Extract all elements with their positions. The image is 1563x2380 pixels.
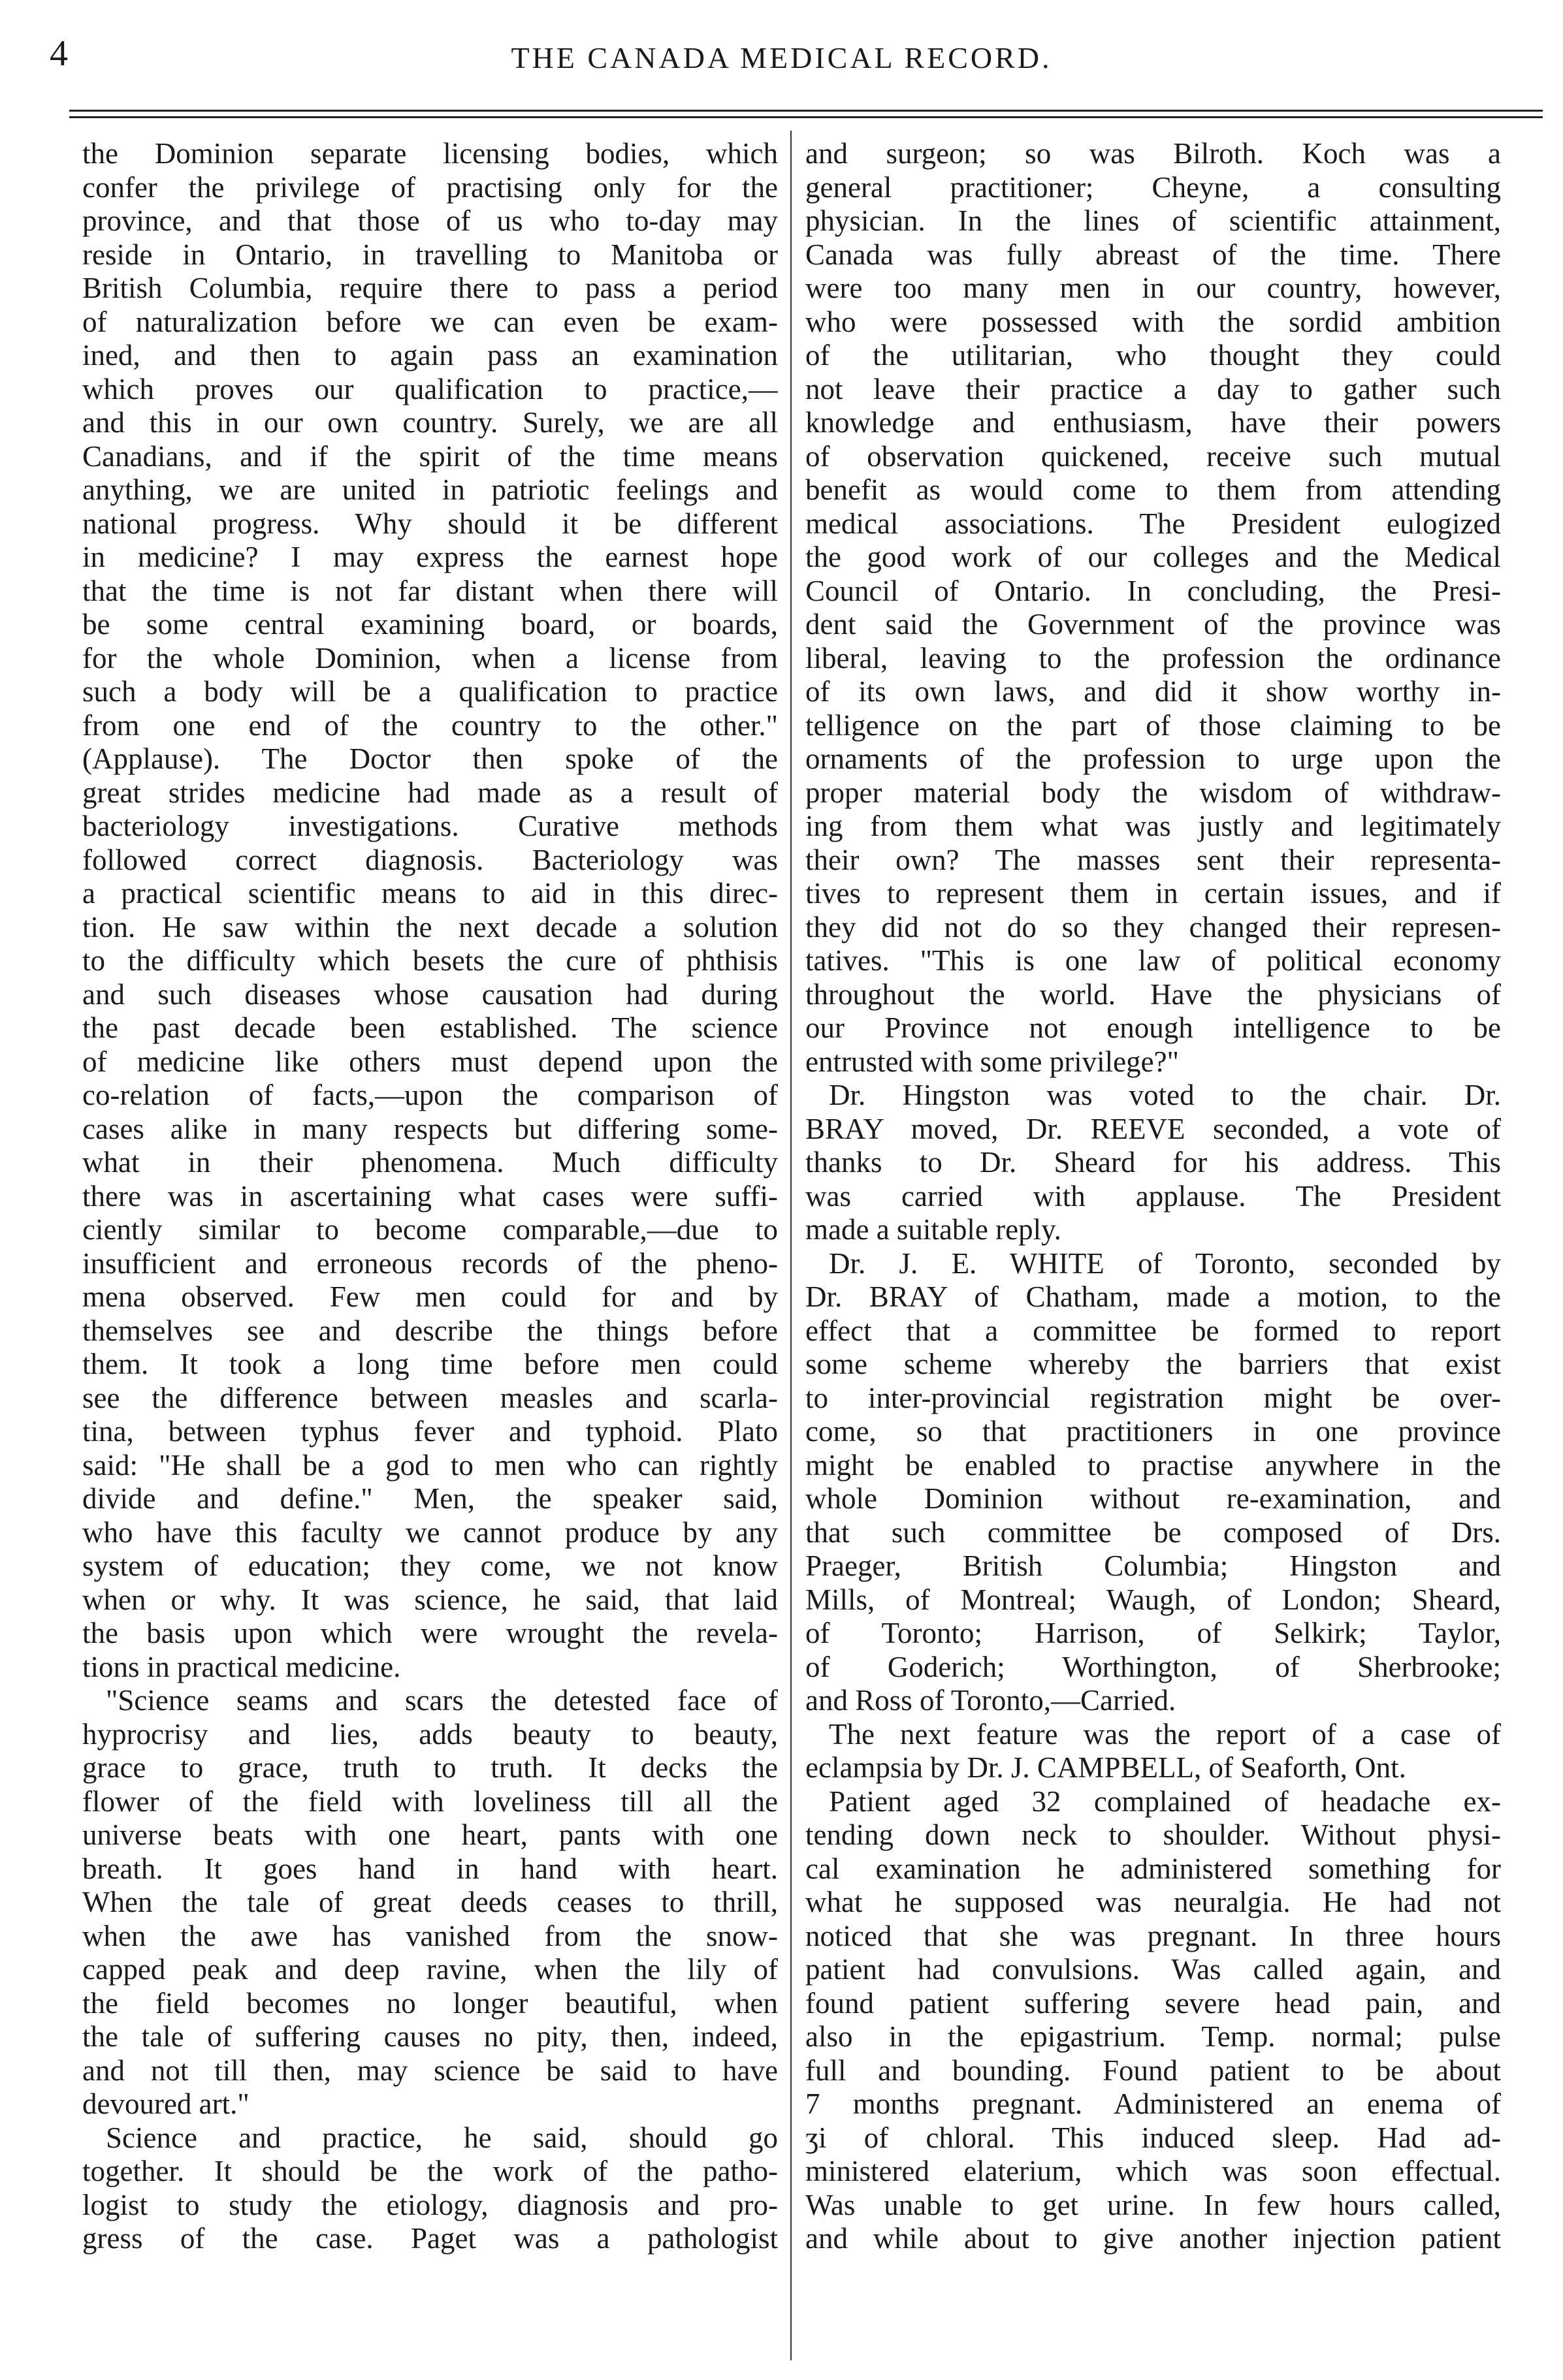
text-line: of medicine like others must depend upon the (82, 1045, 778, 1078)
text-line: flower of the field with loveliness till all the (82, 1785, 778, 1818)
text-line: devoured art." (82, 2087, 250, 2120)
text-line: be some central examining board, or boards, (82, 608, 778, 641)
text-line: Science and practice, he said, should go (106, 2121, 778, 2154)
text-line: universe beats with one heart, pants with one (82, 1818, 778, 1851)
text-line: The next feature was the report of a case of (829, 1717, 1501, 1751)
text-line: when or why. It was science, he said, that laid (82, 1583, 778, 1616)
text-line: ined, and then to again pass an examination (82, 339, 778, 372)
text-line: our Province not enough intelligence to be (805, 1011, 1501, 1044)
text-line: in medicine? I may express the earnest hope (82, 541, 778, 573)
text-line: them. It took a long time before men could (82, 1348, 778, 1380)
text-line: Mills, of Montreal; Waugh, of London; Sheard, (805, 1583, 1501, 1616)
text-line: what in their phenomena. Much difficulty (82, 1146, 778, 1179)
text-line: said: "He shall be a god to men who can rightly (82, 1448, 778, 1482)
text-line: proper material body the wisdom of withdraw- (805, 776, 1501, 809)
right-column (805, 137, 1501, 2256)
text-line: capped peak and deep ravine, when the lily of (82, 1953, 778, 1986)
text-line: the field becomes no longer beautiful, when (82, 1986, 778, 2020)
text-line: tina, between typhus fever and typhoid. Plato (82, 1415, 778, 1448)
text-line: to the difficulty which besets the cure of phthisis (82, 944, 778, 977)
text-line: of the utilitarian, who thought they could (805, 339, 1501, 372)
text-line: and while about to give another injection patient (805, 2222, 1501, 2255)
text-line: come, so that practitioners in one province (805, 1415, 1501, 1448)
text-line: that such committee be composed of Drs. (805, 1515, 1501, 1549)
text-line: who have this faculty we cannot produce by any (82, 1515, 778, 1549)
text-line: also in the epigastrium. Temp. normal; pulse (805, 2020, 1501, 2053)
text-line: themselves see and describe the things before (82, 1314, 778, 1347)
text-line: from one end of the country to the other." (82, 708, 778, 742)
text-line: and not till then, may science be said to have (82, 2054, 778, 2087)
text-line: Dr. Hingston was voted to the chair. Dr. (829, 1079, 1501, 1111)
text-line: ʒi of chloral. This induced sleep. Had ad- (805, 2121, 1501, 2154)
text-line: they did not do so they changed their represen- (805, 910, 1501, 944)
text-line: reside in Ontario, in travelling to Manitoba or (82, 238, 778, 271)
running-head (0, 26, 1563, 85)
text-line: cal examination he administered something for (805, 1852, 1501, 1885)
text-line: noticed that she was pregnant. In three hours (805, 1919, 1501, 1952)
text-line: ing from them what was justly and legitimately (805, 810, 1501, 842)
text-line: some scheme whereby the barriers that exist (805, 1348, 1501, 1380)
text-line: dent said the Government of the province was (805, 608, 1501, 641)
text-line: divide and define." Men, the speaker said, (82, 1482, 778, 1515)
text-line: general practitioner; Cheyne, a consulting (805, 170, 1501, 204)
text-line: ministered elaterium, which was soon effectual. (805, 2155, 1501, 2187)
text-line: were too many men in our country, however, (805, 272, 1501, 304)
text-line: see the difference between measles and scarla- (82, 1381, 778, 1414)
text-line: there was in ascertaining what cases were suffi- (82, 1179, 778, 1213)
text-line: and surgeon; so was Bilroth. Koch was a (805, 137, 1501, 170)
text-line: gress of the case. Paget was a pathologist (82, 2222, 778, 2255)
text-line: for the whole Dominion, when a license from (82, 641, 778, 674)
text-line: when the awe has vanished from the snow- (82, 1919, 778, 1952)
text-line: hyprocrisy and lies, adds beauty to beauty, (82, 1717, 778, 1751)
text-line: confer the privilege of practising only for the (82, 170, 778, 204)
text-line: not leave their practice a day to gather such (805, 372, 1501, 405)
text-line: whole Dominion without re-examination, and (805, 1482, 1501, 1515)
text-line: and this in our own country. Surely, we are all (82, 406, 778, 439)
text-line: that the time is not far distant when there will (82, 574, 778, 607)
text-line: the basis upon which were wrought the revela- (82, 1617, 778, 1649)
text-line: of naturalization before we can even be exam- (82, 305, 778, 338)
text-line: a practical scientific means to aid in this direc- (82, 877, 778, 910)
text-line: of observation quickened, receive such mutual (805, 439, 1501, 473)
text-line: knowledge and enthusiasm, have their powers (805, 406, 1501, 439)
text-line: system of education; they come, we not know (82, 1549, 778, 1582)
text-line: mena observed. Few men could for and by (82, 1280, 778, 1313)
text-line: ornaments of the profession to urge upon the (805, 742, 1501, 775)
text-line: national progress. Why should it be different (82, 507, 778, 540)
text-line: patient had convulsions. Was called again, and (805, 1953, 1501, 1986)
text-line: the past decade been established. The science (82, 1011, 778, 1044)
text-line: of Toronto; Harrison, of Selkirk; Taylor, (805, 1617, 1501, 1649)
text-line: Dr. BRAY of Chatham, made a motion, to the (805, 1280, 1501, 1313)
text-line: grace to grace, truth to truth. It decks the (82, 1751, 778, 1784)
text-line: British Columbia, require there to pass a period (82, 272, 778, 304)
text-line: entrusted with some privilege?" (805, 1045, 1179, 1078)
text-line: Canada was fully abreast of the time. There (805, 238, 1501, 271)
text-line: tion. He saw within the next decade a solution (82, 910, 778, 944)
text-line: tives to represent them in certain issues, and if (805, 877, 1501, 910)
text-line: insufficient and erroneous records of the pheno- (82, 1246, 778, 1280)
text-line: BRAY moved, Dr. REEVE seconded, a vote of (805, 1112, 1501, 1145)
text-line: together. It should be the work of the patho- (82, 2155, 778, 2187)
header-rule-bottom (69, 116, 1543, 118)
text-line: followed correct diagnosis. Bacteriology was (82, 843, 778, 876)
left-column (82, 137, 778, 2256)
text-line: might be enabled to practise anywhere in the (805, 1448, 1501, 1482)
text-line: benefit as would come to them from attending (805, 473, 1501, 506)
text-line: eclampsia by Dr. J. CAMPBELL, of Seaforth, Ont. (805, 1751, 1406, 1784)
text-line: Was unable to get urine. In few hours called, (805, 2188, 1501, 2221)
text-line: made a suitable reply. (805, 1213, 1061, 1246)
text-line: liberal, leaving to the profession the ordinance (805, 641, 1501, 674)
text-line: such a body will be a qualification to practice (82, 675, 778, 708)
text-line: tatives. "This is one law of political economy (805, 944, 1501, 977)
column-divider (790, 131, 792, 2360)
text-line: Canadians, and if the spirit of the time means (82, 439, 778, 473)
text-line: and such diseases whose causation had during (82, 977, 778, 1011)
text-line: physician. In the lines of scientific attainment, (805, 204, 1501, 237)
text-line: was carried with applause. The President (805, 1179, 1501, 1213)
text-line: breath. It goes hand in hand with heart. (82, 1852, 778, 1885)
header-rule-top (69, 110, 1543, 112)
text-line: their own? The masses sent their representa- (805, 843, 1501, 876)
journal-title: THE CANADA MEDICAL RECORD. (511, 41, 1052, 74)
text-line: found patient suffering severe head pain, and (805, 1986, 1501, 2020)
text-line: great strides medicine had made as a result of (82, 776, 778, 809)
text-line: of its own laws, and did it show worthy in- (805, 675, 1501, 708)
text-line: to inter-provincial registration might be over- (805, 1381, 1501, 1414)
text-line: medical associations. The President eulogized (805, 507, 1501, 540)
text-line: anything, we are united in patriotic feelings and (82, 473, 778, 506)
page-number: 4 (50, 33, 68, 74)
text-line: of Goderich; Worthington, of Sherbrooke; (805, 1650, 1501, 1683)
text-line: the Dominion separate licensing bodies, which (82, 137, 778, 170)
text-line: cases alike in many respects but differing some- (82, 1112, 778, 1145)
text-line: and Ross of Toronto,—Carried. (805, 1684, 1176, 1717)
text-line: 7 months pregnant. Administered an enema of (805, 2087, 1501, 2120)
text-line: When the tale of great deeds ceases to thrill, (82, 1886, 778, 1918)
text-line: Patient aged 32 complained of headache ex- (829, 1785, 1501, 1818)
text-line: co-relation of facts,—upon the comparison of (82, 1079, 778, 1111)
text-line: ciently similar to become comparable,—due to (82, 1213, 778, 1246)
text-line: who were possessed with the sordid ambition (805, 305, 1501, 338)
text-line: which proves our qualification to practice,— (82, 372, 778, 405)
text-line: what he supposed was neuralgia. He had not (805, 1886, 1501, 1918)
text-line: "Science seams and scars the detested face of (106, 1684, 778, 1717)
text-line: effect that a committee be formed to report (805, 1314, 1501, 1347)
text-line: telligence on the part of those claiming to be (805, 708, 1501, 742)
text-line: Council of Ontario. In concluding, the Presi- (805, 574, 1501, 607)
text-line: (Applause). The Doctor then spoke of the (82, 742, 778, 775)
text-line: logist to study the etiology, diagnosis and pro- (82, 2188, 778, 2221)
text-line: the good work of our colleges and the Medical (805, 541, 1501, 573)
text-line: Dr. J. E. WHITE of Toronto, seconded by (829, 1246, 1501, 1280)
text-line: full and bounding. Found patient to be about (805, 2054, 1501, 2087)
text-line: bacteriology investigations. Curative methods (82, 810, 778, 842)
text-line: Praeger, British Columbia; Hingston and (805, 1549, 1501, 1582)
text-line: the tale of suffering causes no pity, then, indeed, (82, 2020, 778, 2053)
text-line: tions in practical medicine. (82, 1650, 401, 1683)
text-line: throughout the world. Have the physicians of (805, 977, 1501, 1011)
text-line: province, and that those of us who to-day may (82, 204, 778, 237)
text-line: tending down neck to shoulder. Without physi- (805, 1818, 1501, 1851)
text-line: thanks to Dr. Sheard for his address. This (805, 1146, 1501, 1179)
